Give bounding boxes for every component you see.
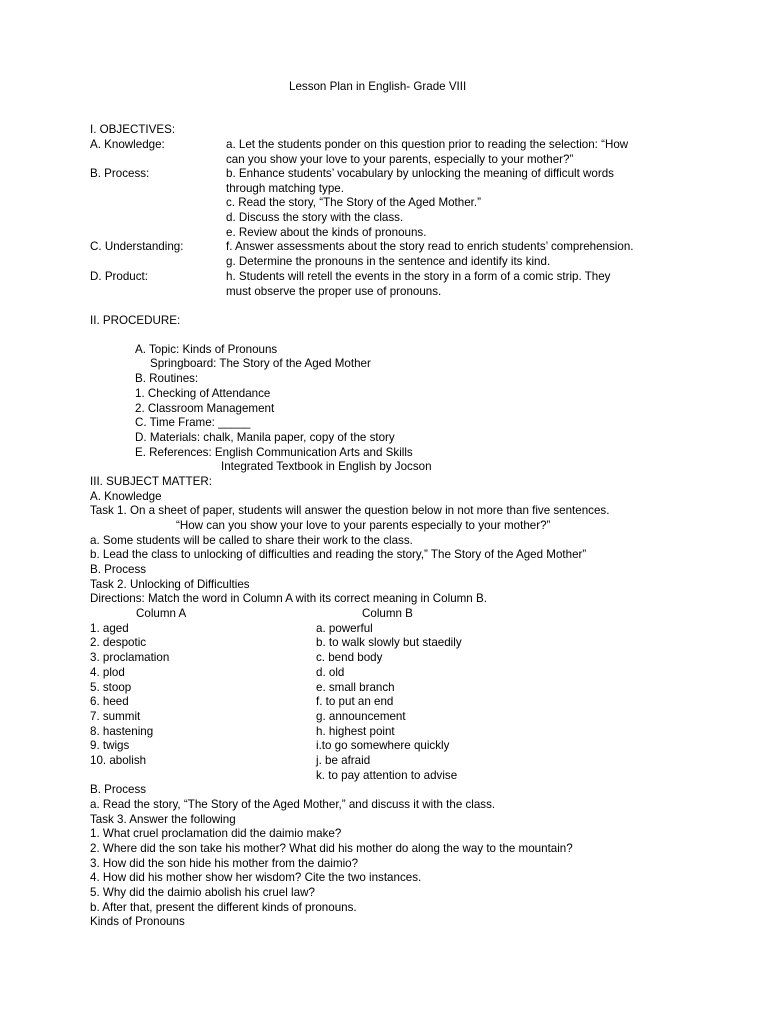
objective-label-process: B. Process: [90,167,150,180]
column-a-item: 3. proclamation [90,651,170,664]
question-line: 5. Why did the daimio abolish his cruel law? [90,886,315,899]
procedure-line: E. References: English Communication Arts and Skills [135,446,413,459]
column-b-item: d. old [316,666,345,679]
objective-line: g. Determine the pronouns in the sentence and identify its kind. [226,255,551,268]
subject-line: Task 3. Answer the following [90,813,236,826]
objective-line: a. Let the students ponder on this question prior to reading the selection: “How [226,138,629,151]
column-a-item: 1. aged [90,622,129,635]
procedure-line: C. Time Frame: _____ [135,416,251,429]
column-a-item: 4. plod [90,666,125,679]
question-line: 3. How did the son hide his mother from the daimio? [90,857,359,870]
column-a-item: 10. abolish [90,754,147,767]
procedure-line: 1. Checking of Attendance [135,387,271,400]
objective-label-knowledge: A. Knowledge: [90,138,165,151]
column-b-item: a. powerful [316,622,373,635]
question-line: 2. Where did the son take his mother? What did his mother do along the way to the mountain? [90,842,573,855]
column-a-item: 6. heed [90,695,129,708]
objective-line: f. Answer assessments about the story read to enrich students’ comprehension. [226,240,634,253]
subject-line: “How can you show your love to your parents especially to your mother?” [176,519,551,532]
column-a-item: 9. twigs [90,739,130,752]
column-b-item: i.to go somewhere quickly [316,739,450,752]
objective-line: b. Enhance students’ vocabulary by unlocking the meaning of difficult words [226,167,614,180]
column-b-header: Column B [362,607,413,620]
column-b-item: h. highest point [316,725,395,738]
objective-label-understanding: C. Understanding: [90,240,184,253]
column-b-item: j. be afraid [316,754,371,767]
procedure-line: B. Routines: [135,372,199,385]
procedure-line: Integrated Textbook in English by Jocson [221,460,432,473]
objective-line: must observe the proper use of pronouns. [226,285,442,298]
column-b-item: c. bend body [316,651,383,664]
column-b-item: b. to walk slowly but staedily [316,636,462,649]
procedure-line: D. Materials: chalk, Manila paper, copy of the story [135,431,395,444]
column-a-item: 2. despotic [90,636,147,649]
column-a-item: 8. hastening [90,725,154,738]
objective-line: e. Review about the kinds of pronouns. [226,226,427,239]
column-a-item: 7. summit [90,710,141,723]
subject-line: a. Read the story, “The Story of the Aged Mother,” and discuss it with the class. [90,798,496,811]
subject-line: Kinds of Pronouns [90,915,185,928]
objective-line: c. Read the story, “The Story of the Aged Mother.” [226,196,481,209]
question-line: 4. How did his mother show her wisdom? Cite the two instances. [90,871,422,884]
objective-line: can you show your love to your parents, especially to your mother?” [226,153,574,166]
subject-line: b. After that, present the different kinds of pronouns. [90,901,357,914]
objective-line: h. Students will retell the events in the story in a form of a comic strip. They [226,270,611,283]
subject-line: a. Some students will be called to share their work to the class. [90,534,413,547]
column-a-item: 5. stoop [90,681,132,694]
subject-line: Directions: Match the word in Column A with its correct meaning in Column B. [90,592,487,605]
procedure-heading: II. PROCEDURE: [90,314,181,327]
column-b-item: f. to put an end [316,695,394,708]
subject-line: A. Knowledge [90,490,162,503]
procedure-line: A. Topic: Kinds of Pronouns [135,343,278,356]
column-a-header: Column A [136,607,187,620]
objective-line: d. Discuss the story with the class. [226,211,404,224]
procedure-line: 2. Classroom Management [135,402,275,415]
question-line: 1. What cruel proclamation did the daimio make? [90,827,342,840]
objective-line: through matching type. [226,182,344,195]
column-b-item: g. announcement [316,710,406,723]
column-b-item: k. to pay attention to advise [316,769,458,782]
subject-line: B. Process [90,783,147,796]
objective-label-product: D. Product: [90,270,148,283]
subject-line: Task 2. Unlocking of Difficulties [90,578,250,591]
subject-line: Task 1. On a sheet of paper, students will answer the question below in not more than five sentences. [90,504,610,517]
procedure-line: Springboard: The Story of the Aged Mother [150,357,371,370]
objectives-heading: I. OBJECTIVES: [90,123,176,136]
subject-matter-heading: III. SUBJECT MATTER: [90,475,212,488]
subject-line: B. Process [90,563,147,576]
subject-line: b. Lead the class to unlocking of difficulties and reading the story,” The Story of the Aged Mother” [90,548,587,561]
column-b-item: e. small branch [316,681,395,694]
document-title: Lesson Plan in English- Grade VIII [289,80,467,93]
